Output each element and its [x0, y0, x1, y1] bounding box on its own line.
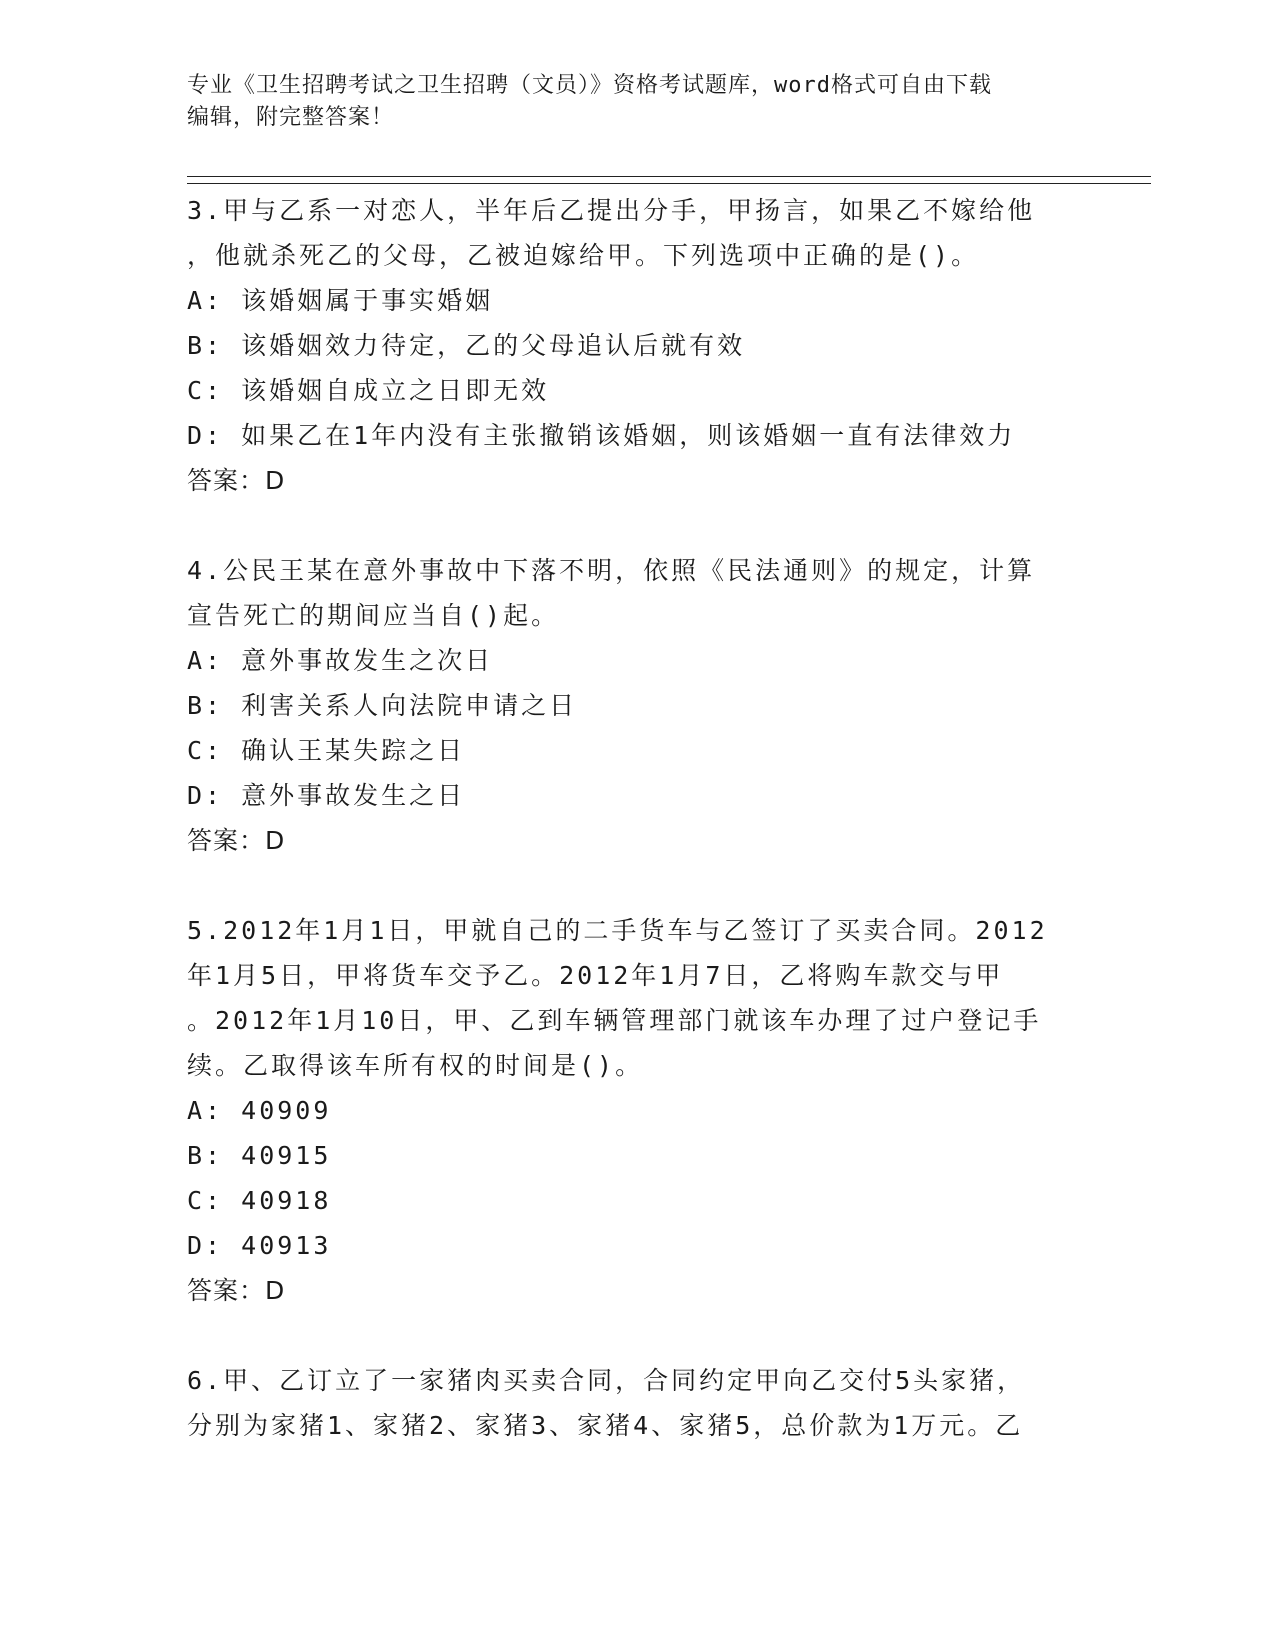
answer-line: 答案：D [187, 466, 286, 495]
option-a: A: 40909 [187, 1096, 332, 1125]
question-text-line: 。2012年1月10日，甲、乙到车辆管理部门就该车办理了过户登记手 [187, 1006, 1042, 1035]
question-text-line: 4.公民王某在意外事故中下落不明，依照《民法通则》的规定，计算 [187, 556, 1036, 585]
option-a: A: 该婚姻属于事实婚姻 [187, 286, 494, 315]
option-c: C: 该婚姻自成立之日即无效 [187, 376, 550, 405]
question-5 [187, 908, 1087, 1313]
question-text-line: 续。乙取得该车所有权的时间是()。 [187, 1051, 644, 1080]
header-line-2: 编辑，附完整答案！ [187, 105, 395, 130]
question-text-line: 3.甲与乙系一对恋人，半年后乙提出分手，甲扬言，如果乙不嫁给他 [187, 196, 1036, 225]
header-divider-top [187, 176, 1151, 177]
option-d: D: 40913 [187, 1231, 332, 1260]
question-text-line: 分别为家猪1、家猪2、家猪3、家猪4、家猪5，总价款为1万元。乙 [187, 1411, 1024, 1440]
answer-line: 答案：D [187, 1276, 286, 1305]
question-text-line: 年1月5日，甲将货车交予乙。2012年1月7日，乙将购车款交与甲 [187, 961, 1004, 990]
option-b: B: 该婚姻效力待定，乙的父母追认后就有效 [187, 331, 746, 360]
option-a: A: 意外事故发生之次日 [187, 646, 494, 675]
question-text-line: 5.2012年1月1日，甲就自己的二手货车与乙签订了买卖合同。2012 [187, 916, 1048, 945]
option-b: B: 利害关系人向法院申请之日 [187, 691, 578, 720]
header-divider-bottom [187, 183, 1151, 184]
answer-line: 答案：D [187, 826, 286, 855]
question-6 [187, 1358, 1087, 1448]
option-d: D: 如果乙在1年内没有主张撤销该婚姻，则该婚姻一直有法律效力 [187, 421, 1016, 450]
option-d: D: 意外事故发生之日 [187, 781, 466, 810]
question-text-line: 宣告死亡的期间应当自()起。 [187, 601, 560, 630]
option-b: B: 40915 [187, 1141, 332, 1170]
question-3 [187, 188, 1087, 503]
question-4 [187, 548, 1087, 863]
document-header [187, 70, 1087, 134]
header-line-1: 专业《卫生招聘考试之卫生招聘（文员）》资格考试题库，word格式可自由下载 [187, 73, 992, 98]
option-c: C: 40918 [187, 1186, 332, 1215]
question-text-line: 6.甲、乙订立了一家猪肉买卖合同，合同约定甲向乙交付5头家猪， [187, 1366, 1026, 1395]
question-list [187, 188, 1087, 1493]
option-c: C: 确认王某失踪之日 [187, 736, 466, 765]
question-text-line: ，他就杀死乙的父母，乙被迫嫁给甲。下列选项中正确的是()。 [187, 241, 980, 270]
